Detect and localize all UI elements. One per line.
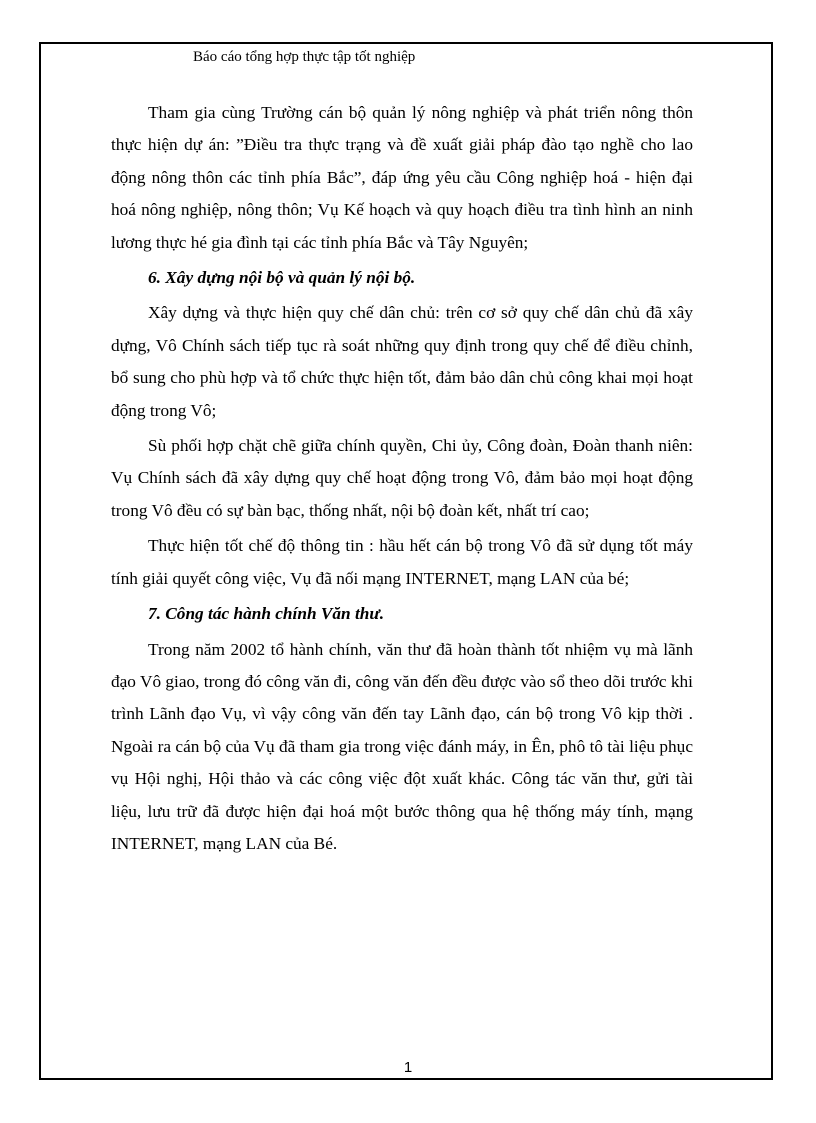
document-body <box>111 97 693 863</box>
paragraph-administration: Trong năm 2002 tổ hành chính, văn thư đã hoàn thành tốt nhiệm vụ mà lãnh đạo Vô giao, trong đó công văn đi, công văn đến đều được vào sổ theo dõi trước khi trình Lãnh đạo Vụ, vì vậy công văn đến tay Lãnh đạo, cán bộ trong Vô kịp thời . Ngoài ra cán bộ của Vụ đã tham gia trong việc đánh máy, in Ên, phô tô tài liệu phục vụ Hội nghị, Hội thảo và các công việc đột xuất khác. Công tác văn thư, gửi tài liệu, lưu trữ đã được hiện đại hoá một bước thông qua hệ thống máy tính, mạng INTERNET, mạng LAN của Bé. <box>111 639 693 853</box>
paragraph-democracy-regulation: Xây dựng và thực hiện quy chế dân chủ: trên cơ sở quy chế dân chủ đã xây dựng, Vô Chính sách tiếp tục rà soát những quy định trong quy chế để điều chỉnh, bổ sung cho phù hợp và tổ chức thực hiện tốt, đảm bảo dân chủ công khai mọi hoạt động trong Vô; <box>111 303 693 420</box>
section-heading-7: 7. Công tác hành chính Văn thư. <box>148 604 385 624</box>
running-header: Báo cáo tổng hợp thực tập tốt nghiệp <box>193 49 416 65</box>
page-number: 1 <box>403 1059 413 1076</box>
paragraph-project-participation: Tham gia cùng Trường cán bộ quản lý nông nghiệp và phát triển nông thôn thực hiện dự án: ”Điều tra thực trạng và đề xuất giải pháp đào tạo nghề cho lao động nông thôn các tỉnh phía Bắc”, đáp ứng yêu cầu Công nghiệp hoá - hiện đại hoá nông nghiệp, nông thôn; Vụ Kế hoạch và quy hoạch điều tra tình hình an ninh lương thực hé gia đình tại các tỉnh phía Bắc và Tây Nguyên; <box>111 103 693 252</box>
paragraph-information-regime: Thực hiện tốt chế độ thông tin : hầu hết cán bộ trong Vô đã sử dụng tốt máy tính giải quyết công việc, Vụ đã nối mạng INTERNET, mạng LAN của bé; <box>111 536 693 588</box>
section-heading-6: 6. Xây dựng nội bộ và quản lý nội bộ. <box>148 268 416 288</box>
paragraph-coordination: Sù phối hợp chặt chẽ giữa chính quyền, Chi ủy, Công đoàn, Đoàn thanh niên: Vụ Chính sách đã xây dựng quy chế hoạt động trong Vô, đảm bảo mọi hoạt động trong Vô đều có sự bàn bạc, thống nhất, nội bộ đoàn kết, nhất trí cao; <box>111 436 693 520</box>
